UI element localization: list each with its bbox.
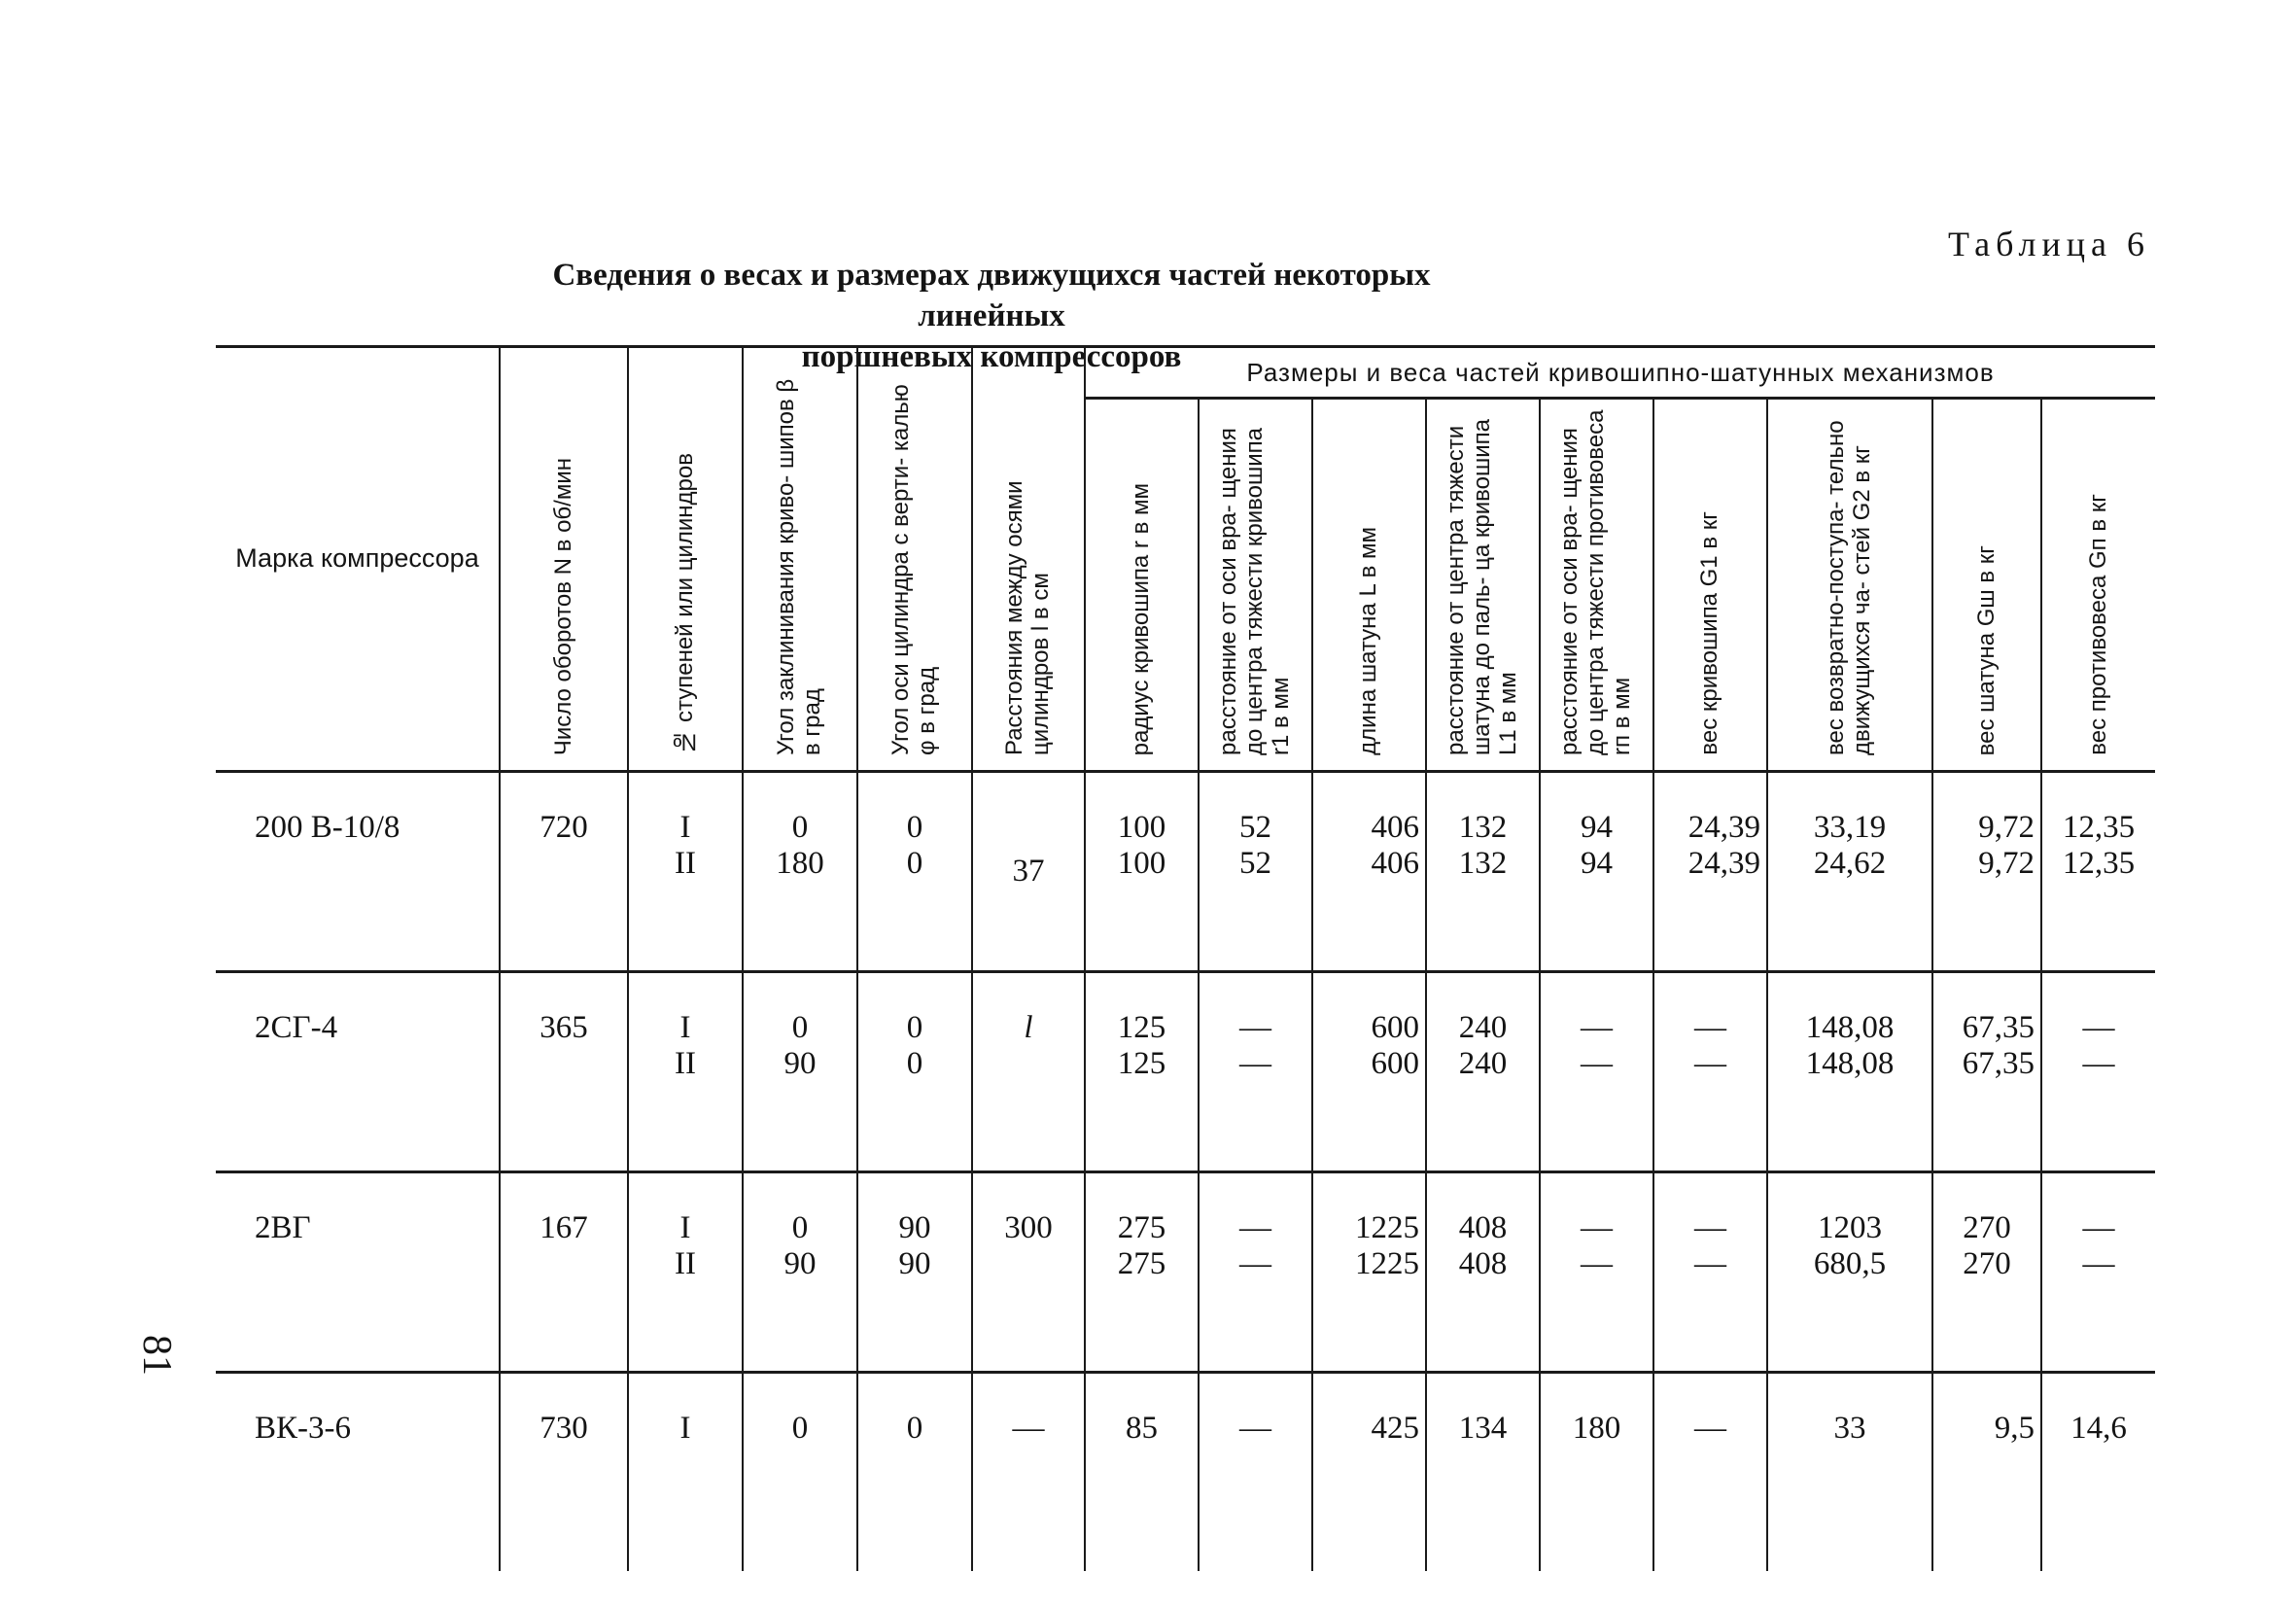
- cell-r1: —: [1199, 1373, 1312, 1572]
- cell-r1: 52 52: [1199, 772, 1312, 972]
- cell-crank-radius: 275 275: [1085, 1172, 1199, 1373]
- header-L1: расстояние от центра тяжести шатуна до паль- ца кривошипа L1 в мм: [1426, 399, 1540, 772]
- cell-L1: 132 132: [1426, 772, 1540, 972]
- cell-Gsh: 9,5: [1932, 1373, 2041, 1572]
- cell-axis-angle: 0 0: [857, 972, 972, 1172]
- cell-brand: 2СГ-4: [216, 972, 500, 1172]
- cell-rod-length: 425: [1312, 1373, 1426, 1572]
- table-label: Таблица 6: [1948, 225, 2150, 263]
- cell-L1: 134: [1426, 1373, 1540, 1572]
- header-crank-radius: радиус кривошипа r в мм: [1085, 399, 1199, 772]
- cell-wedge-angle: 0 90: [743, 972, 857, 1172]
- cell-rod-length: 600 600: [1312, 972, 1426, 1172]
- cell-axis-angle: 0: [857, 1373, 972, 1572]
- cell-rp: 94 94: [1540, 772, 1653, 972]
- cell-wedge-angle: 0 180: [743, 772, 857, 972]
- header-rp: расстояние от оси вра- щения до центра тяжести противовеса rп в мм: [1540, 399, 1653, 772]
- cell-axis-distance: 300: [972, 1172, 1085, 1373]
- cell-L1: 240 240: [1426, 972, 1540, 1172]
- cell-crank-radius: 125 125: [1085, 972, 1199, 1172]
- header-rpm: Число оборотов N в об/мин: [500, 347, 628, 772]
- cell-axis-distance: l: [972, 972, 1085, 1172]
- cell-rp: — —: [1540, 1172, 1653, 1373]
- header-wedge-angle: Угол заклинивания криво- шипов β в град: [743, 347, 857, 772]
- cell-rp: 180: [1540, 1373, 1653, 1572]
- cell-stage: I II: [628, 772, 743, 972]
- header-stage: № ступеней или цилиндров: [628, 347, 743, 772]
- cell-crank-radius: 85: [1085, 1373, 1199, 1572]
- cell-wedge-angle: 0 90: [743, 1172, 857, 1373]
- cell-G2: 1203 680,5: [1767, 1172, 1932, 1373]
- cell-Gsh: 270 270: [1932, 1172, 2041, 1373]
- cell-rpm: 720: [500, 772, 628, 972]
- header-G1: вес кривошипа G1 в кг: [1653, 399, 1767, 772]
- table-body: [216, 772, 2155, 1572]
- header-axis-distance: Расстояния между осями цилиндров l в см: [972, 347, 1085, 772]
- cell-Gsh: 67,35 67,35: [1932, 972, 2041, 1172]
- title-line-1: Сведения о весах и размерах движущихся частей некоторых линейных: [552, 258, 1431, 334]
- cell-brand: 200 В-10/8: [255, 810, 400, 845]
- cell-Gp: 14,6: [2041, 1373, 2155, 1572]
- cell-rpm: 365: [500, 972, 628, 1172]
- header-brand: Марка компрессора: [216, 347, 500, 772]
- cell-rp: — —: [1540, 972, 1653, 1172]
- cell-wedge-angle: 0: [743, 1373, 857, 1572]
- cell-axis-angle: 90 90: [857, 1172, 972, 1373]
- cell-r1: — —: [1199, 972, 1312, 1172]
- header-Gsh: вес шатуна Gш в кг: [1932, 399, 2041, 772]
- cell-G1: —: [1653, 1373, 1767, 1572]
- cell-rod-length: 406 406: [1312, 772, 1426, 972]
- cell-G1: 24,39 24,39: [1653, 772, 1767, 972]
- cell-crank-radius: 100 100: [1085, 772, 1199, 972]
- cell-G1: — —: [1653, 972, 1767, 1172]
- table-row: [216, 1172, 2155, 1373]
- cell-stage: I II: [628, 1172, 743, 1373]
- compressor-table: [216, 345, 2155, 1571]
- cell-G2: 33: [1767, 1373, 1932, 1572]
- header-rod-length: длина шатуна L в мм: [1312, 399, 1426, 772]
- cell-brand: 2ВГ: [216, 1172, 500, 1373]
- header-Gp: вес противовеса Gп в кг: [2041, 399, 2155, 772]
- cell-axis-distance: 37: [972, 772, 1085, 972]
- cell-Gp: 12,35 12,35: [2041, 772, 2155, 972]
- header-r1: расстояние от оси вра- щения до центра тяжести кривошипа r1 в мм: [1199, 399, 1312, 772]
- cell-axis-distance: —: [972, 1373, 1085, 1572]
- title-line-2: поршневых компрессоров: [801, 339, 1182, 375]
- cell-Gp: — —: [2041, 1172, 2155, 1373]
- cell-rpm: 167: [500, 1172, 628, 1373]
- page-number: 81: [134, 1335, 179, 1376]
- cell-L1: 408 408: [1426, 1172, 1540, 1373]
- table-row: [216, 1373, 2155, 1572]
- cell-Gsh: 9,72 9,72: [1932, 772, 2041, 972]
- cell-axis-angle: 0 0: [857, 772, 972, 972]
- cell-stage: I II: [628, 972, 743, 1172]
- cell-G2: 148,08 148,08: [1767, 972, 1932, 1172]
- header-G2: вес возвратно-поступа- тельно движущихся ча- стей G2 в кг: [1767, 399, 1932, 772]
- cell-G1: — —: [1653, 1172, 1767, 1373]
- table-row: [216, 772, 2155, 972]
- cell-rpm: 730: [500, 1373, 628, 1572]
- cell-brand: ВК-3-6: [216, 1373, 500, 1572]
- table-row: [216, 972, 2155, 1172]
- cell-Gp: — —: [2041, 972, 2155, 1172]
- cell-G2: 33,19 24,62: [1767, 772, 1932, 972]
- header-axis-angle: Угол оси цилиндра с верти- калью φ в град: [857, 347, 972, 772]
- cell-r1: — —: [1199, 1172, 1312, 1373]
- cell-stage: I: [628, 1373, 743, 1572]
- header-group: Размеры и веса частей кривошипно-шатунных механизмов: [1085, 347, 2155, 399]
- cell-rod-length: 1225 1225: [1312, 1172, 1426, 1373]
